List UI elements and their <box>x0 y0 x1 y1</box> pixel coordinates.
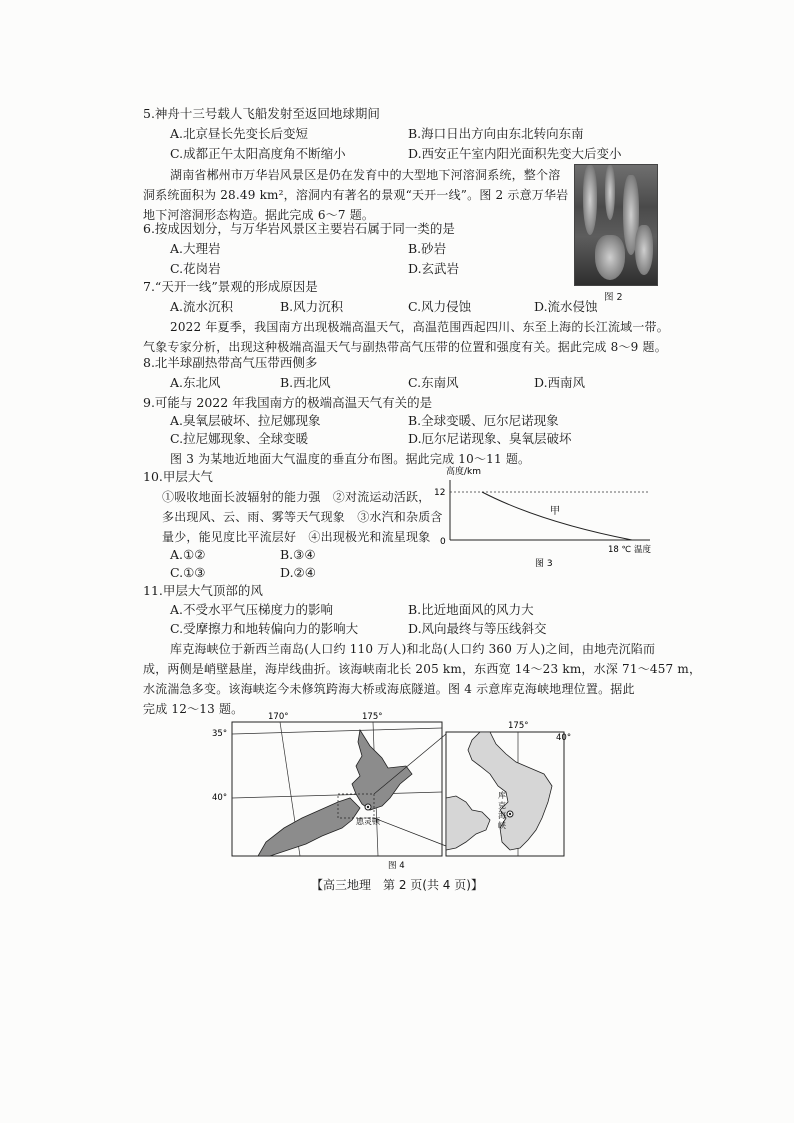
passage4-line4: 完成 12～13 题。 <box>143 702 244 716</box>
fig4-connector-bottom <box>374 818 446 846</box>
passage1-line3: 地下河溶洞形态构造。据此完成 6～7 题。 <box>143 208 375 222</box>
cave-photo <box>574 164 658 286</box>
q8-option-d: D.西南风 <box>534 375 586 390</box>
q5-option-a: A.北京昼长先变长后变短 <box>170 126 309 141</box>
q6-option-c: C.花岗岩 <box>170 261 221 276</box>
page-footer: 【高三地理 第 2 页(共 4 页)】 <box>311 878 483 892</box>
fig4-wellington-dot <box>367 806 369 808</box>
q8-option-a: A.东北风 <box>170 375 221 390</box>
q5-stem: 5.神舟十三号载人飞船发射至返回地球期间 <box>143 106 380 121</box>
fig4-lon-170: 170° <box>268 712 289 722</box>
q10-stem: 10.甲层大气 <box>143 469 213 484</box>
q7-option-c: C.风力侵蚀 <box>408 299 472 314</box>
q11-option-c: C.受摩擦力和地转偏向力的影响大 <box>170 621 359 636</box>
fig3-caption: 图 3 <box>535 559 553 569</box>
fig4-south-island <box>258 798 360 856</box>
q10-item-line2: 多出现风、云、雨、雾等天气现象 ③水汽和杂质含 <box>162 510 443 524</box>
q10-option-a: A.①② <box>170 547 206 562</box>
q9-stem: 9.可能与 2022 年我国南方的极端高温天气有关的是 <box>143 395 433 410</box>
q7-stem: 7.“天开一线”景观的形成原因是 <box>143 279 318 294</box>
fig4-main-frame <box>232 722 442 856</box>
fig3-x-tick: 18 ℃ <box>608 545 632 555</box>
fig3-x-axis-label: 温度 <box>634 545 652 555</box>
passage2-line2: 气象专家分析，出现这种极端高温天气与副热带高气压带的位置和强度有关。据此完成 8～9 题。 <box>143 340 667 354</box>
fig3-layer-label: 甲 <box>550 506 560 517</box>
q7-option-d: D.流水侵蚀 <box>534 299 598 314</box>
fig4-map <box>210 710 590 870</box>
fig3-origin: 0 <box>440 537 446 547</box>
q10-option-b: B.③④ <box>280 547 316 562</box>
q6-stem: 6.按成因划分，与万华岩风景区主要岩石属于同一类的是 <box>143 221 455 236</box>
q5-option-c: C.成都正午太阳高度角不断缩小 <box>170 146 346 161</box>
fig4-lat-40: 40° <box>212 793 228 803</box>
fig4-caption: 图 4 <box>388 861 405 870</box>
fig4-inset-lon: 175° <box>508 721 529 731</box>
q6-option-d: D.玄武岩 <box>408 261 460 276</box>
fig4-city-label: 惠灵顿 <box>356 817 380 826</box>
q6-option-b: B.砂岩 <box>408 241 447 256</box>
q7-option-a: A.流水沉积 <box>170 299 234 314</box>
fig4-inset-wellington-dot <box>509 813 511 815</box>
fig4-strait-char-1: 库 <box>498 791 506 800</box>
passage4-line1: 库克海峡位于新西兰南岛(人口约 110 万人)和北岛(人口约 360 万人)之间，由地壳沉陷而 <box>170 642 656 656</box>
fig3-y-axis-label: 高度/km <box>446 467 482 477</box>
q10-item-line3: 量少，能见度比平流层好 ④出现极光和流星现象 <box>162 530 431 544</box>
q11-stem: 11.甲层大气顶部的风 <box>143 583 263 598</box>
passage1-line2: 洞系统面积为 28.49 km²，溶洞内有著名的景观“天开一线”。图 2 示意万华岩 <box>143 188 569 202</box>
fig4-strait-char-2: 克 <box>498 801 506 810</box>
q8-option-b: B.西北风 <box>280 375 331 390</box>
q5-option-d: D.西安正午室内阳光面积先变大后变小 <box>408 146 622 161</box>
q7-option-b: B.风力沉积 <box>280 299 344 314</box>
fig4-lat-35: 35° <box>212 729 228 739</box>
q9-option-c: C.拉尼娜现象、全球变暖 <box>170 431 309 446</box>
q9-option-d: D.厄尔尼诺现象、臭氧层破坏 <box>408 431 572 446</box>
fig4-lon-175: 175° <box>362 712 383 722</box>
fig4-parallel-35 <box>232 728 442 734</box>
fig4-strait-char-3: 海 <box>498 811 506 820</box>
q6-option-a: A.大理岩 <box>170 241 221 256</box>
fig4-parallel-40 <box>232 792 442 798</box>
passage4-line2: 成，两侧是峭壁悬崖，海岸线曲折。该海峡南北长 205 km，东西宽 14～23 km，水深 71～457 m， <box>143 662 702 676</box>
q10-item-line1: ①吸收地面长波辐射的能力强 ②对流运动活跃， <box>162 490 431 504</box>
q11-option-b: B.比近地面风的风力大 <box>408 602 534 617</box>
passage1-line1: 湖南省郴州市万华岩风景区是仍在发育中的大型地下河溶洞系统，整个溶 <box>170 168 561 182</box>
q9-option-b: B.全球变暖、厄尔尼诺现象 <box>408 413 559 428</box>
fig4-inset-lat: 40° <box>556 733 572 743</box>
fig3-y-tick-12: 12 <box>434 488 446 498</box>
passage4-line3: 水流湍急多变。该海峡迄今未修筑跨海大桥或海底隧道。图 4 示意库克海峡地理位置。据此 <box>143 682 635 696</box>
fig4-strait-char-4: 峡 <box>498 821 506 830</box>
fig4-inset-south-coast <box>446 796 490 850</box>
q10-option-c: C.①③ <box>170 565 206 580</box>
q11-option-d: D.风向最终与等压线斜交 <box>408 621 547 636</box>
fig3-temperature-chart <box>420 462 660 582</box>
q8-stem: 8.北半球副热带高气压带西侧多 <box>143 355 318 370</box>
q11-option-a: A.不受水平气压梯度力的影响 <box>170 602 334 617</box>
q8-option-c: C.东南风 <box>408 375 459 390</box>
q9-option-a: A.臭氧层破坏、拉尼娜现象 <box>170 413 321 428</box>
q10-option-d: D.②④ <box>280 565 316 580</box>
q5-option-b: B.海口日出方向由东北转向东南 <box>408 126 584 141</box>
passage3-line1: 图 3 为某地近地面大气温度的垂直分布图。据此完成 10～11 题。 <box>170 452 531 466</box>
fig2-caption: 图 2 <box>604 292 623 303</box>
passage2-line1: 2022 年夏季，我国南方出现极端高温天气，高温范围西起四川、东至上海的长江流域一带。 <box>170 320 669 334</box>
